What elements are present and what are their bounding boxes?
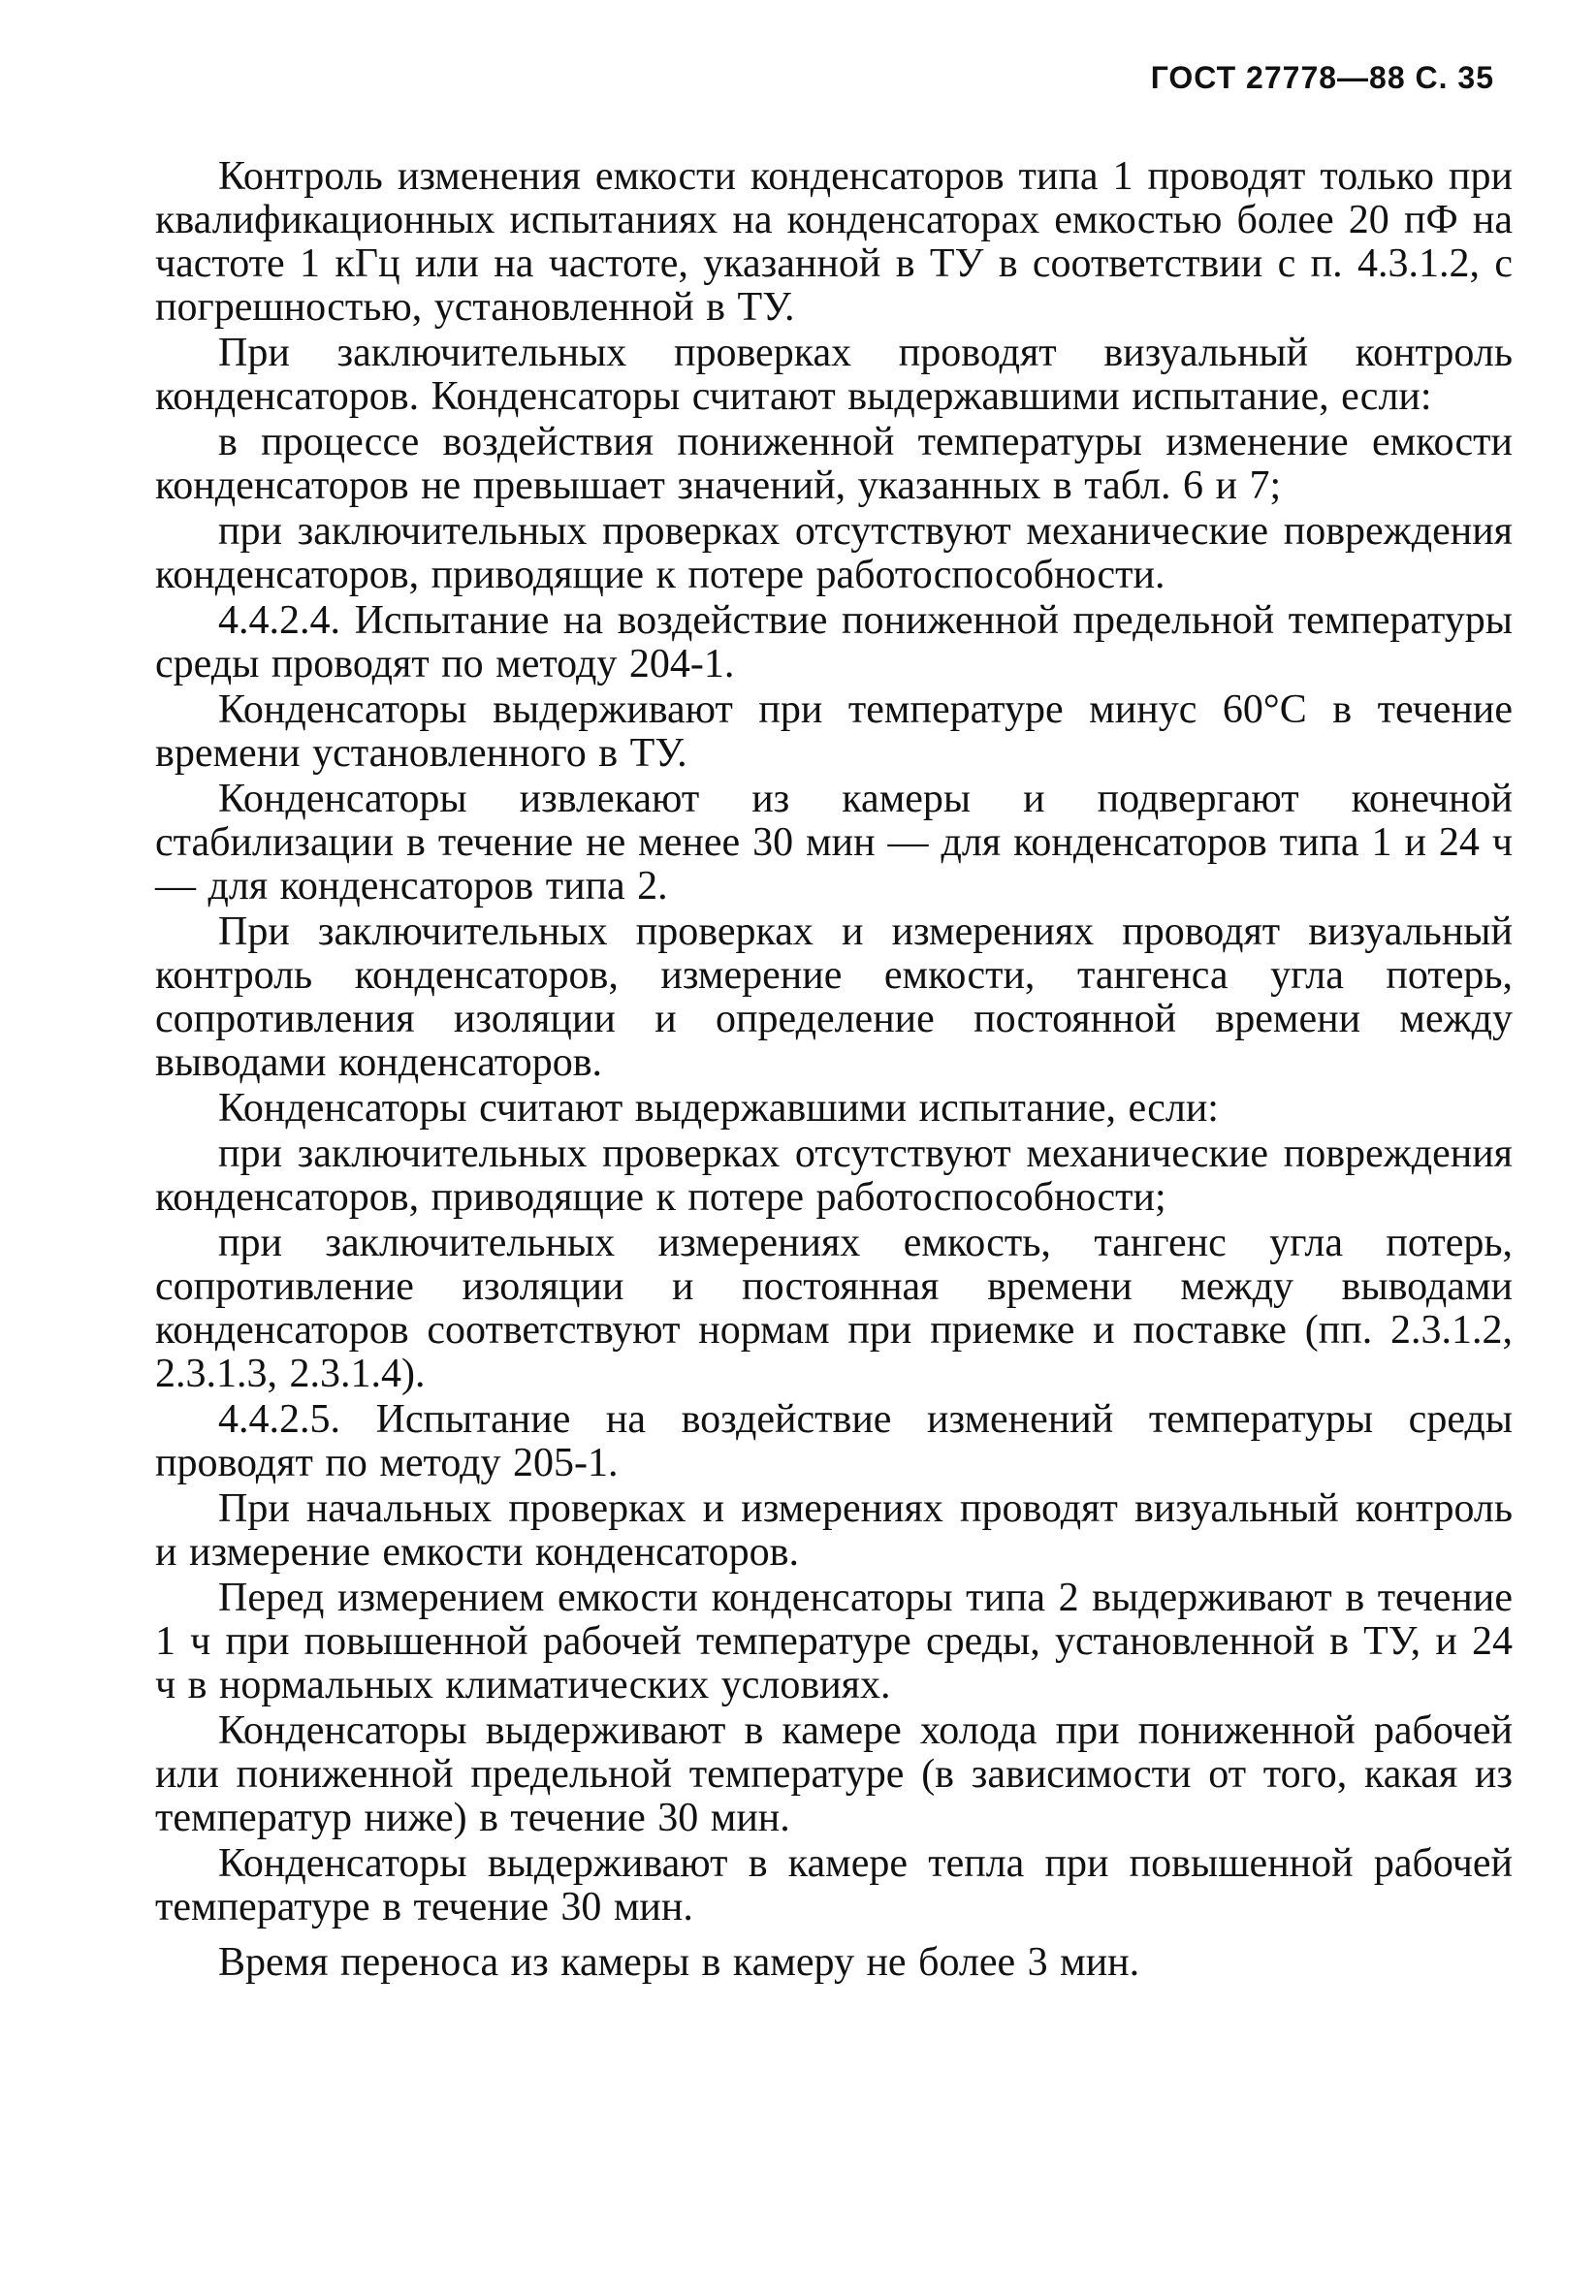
paragraph: в процессе воздействия пониженной температуры изменение емкости конденсаторов не превышает значений, указанных в табл. 6 и 7; xyxy=(155,420,1513,508)
paragraph: Перед измерением емкости конденсаторы типа 2 выдерживают в течение 1 ч при повышенной рабочей температуре среды, установленной в ТУ, и 24 ч в нормальных климатических условиях. xyxy=(155,1576,1513,1707)
section-4-4-2-5-paragraph: 4.4.2.5. Испытание на воздействие изменений температуры среды проводят по методу 205-1. xyxy=(155,1397,1513,1485)
paragraph: Контроль изменения емкости конденсаторов типа 1 проводят только при квалификационных испытаниях на конденсаторах емкостью более 20 пФ на частоте 1 кГц или на частоте, указанной в ТУ в соответствии с п. 4.3.1.2, с погрешностью, установленной в ТУ. xyxy=(155,154,1513,330)
section-4-4-2-4-paragraph: 4.4.2.4. Испытание на воздействие пониженной предельной температуры среды проводят по методу 204-1. xyxy=(155,598,1513,686)
body-text xyxy=(155,155,1513,1987)
paragraph: при заключительных измерениях емкость, тангенс угла потерь, сопротивление изоляции и постоянная времени между выводами конденсаторов соответствуют нормам при приемке и поставке (пп. 2.3.1.2, 2.3.1.3, 2.3.1.4). xyxy=(155,1221,1513,1396)
paragraph: Конденсаторы выдерживают в камере холода при пониженной рабочей или пониженной предельной температуре (в зависимости от того, какая из температур ниже) в течение 30 мин. xyxy=(155,1708,1513,1840)
paragraph: Конденсаторы извлекают из камеры и подвергают конечной стабилизации в течение не менее 30 мин — для конденсаторов типа 1 и 24 ч — для конденсаторов типа 2. xyxy=(155,777,1513,909)
paragraph: Время переноса из камеры в камеру не более 3 мин. xyxy=(218,1940,1140,1985)
paragraph: При заключительных проверках проводят визуальный контроль конденсаторов. Конденсаторы считают выдержавшими испытание, если: xyxy=(155,331,1513,419)
paragraph: при заключительных проверках отсутствуют механические повреждения конденсаторов, приводящие к потере работоспособности. xyxy=(155,509,1513,597)
paragraph: при заключительных проверках отсутствуют механические повреждения конденсаторов, приводящие к потере работоспособности; xyxy=(155,1132,1513,1220)
paragraph: Конденсаторы считают выдержавшими испытание, если: xyxy=(218,1086,1219,1131)
paragraph: При начальных проверках и измерениях проводят визуальный контроль и измерение емкости конденсаторов. xyxy=(155,1486,1513,1575)
paragraph: Конденсаторы выдерживают при температуре минус 60°С в течение времени установленного в ТУ. xyxy=(155,687,1513,776)
paragraph: Конденсаторы выдерживают в камере тепла при повышенной рабочей температуре в течение 30 мин. xyxy=(155,1841,1513,1929)
paragraph: При заключительных проверках и измерениях проводят визуальный контроль конденсаторов, измерение емкости, тангенса угла потерь, сопротивления изоляции и определение постоянной времени между выводами конденсаторов. xyxy=(155,909,1513,1085)
running-header: ГОСТ 27778—88 С. 35 xyxy=(1150,60,1494,95)
